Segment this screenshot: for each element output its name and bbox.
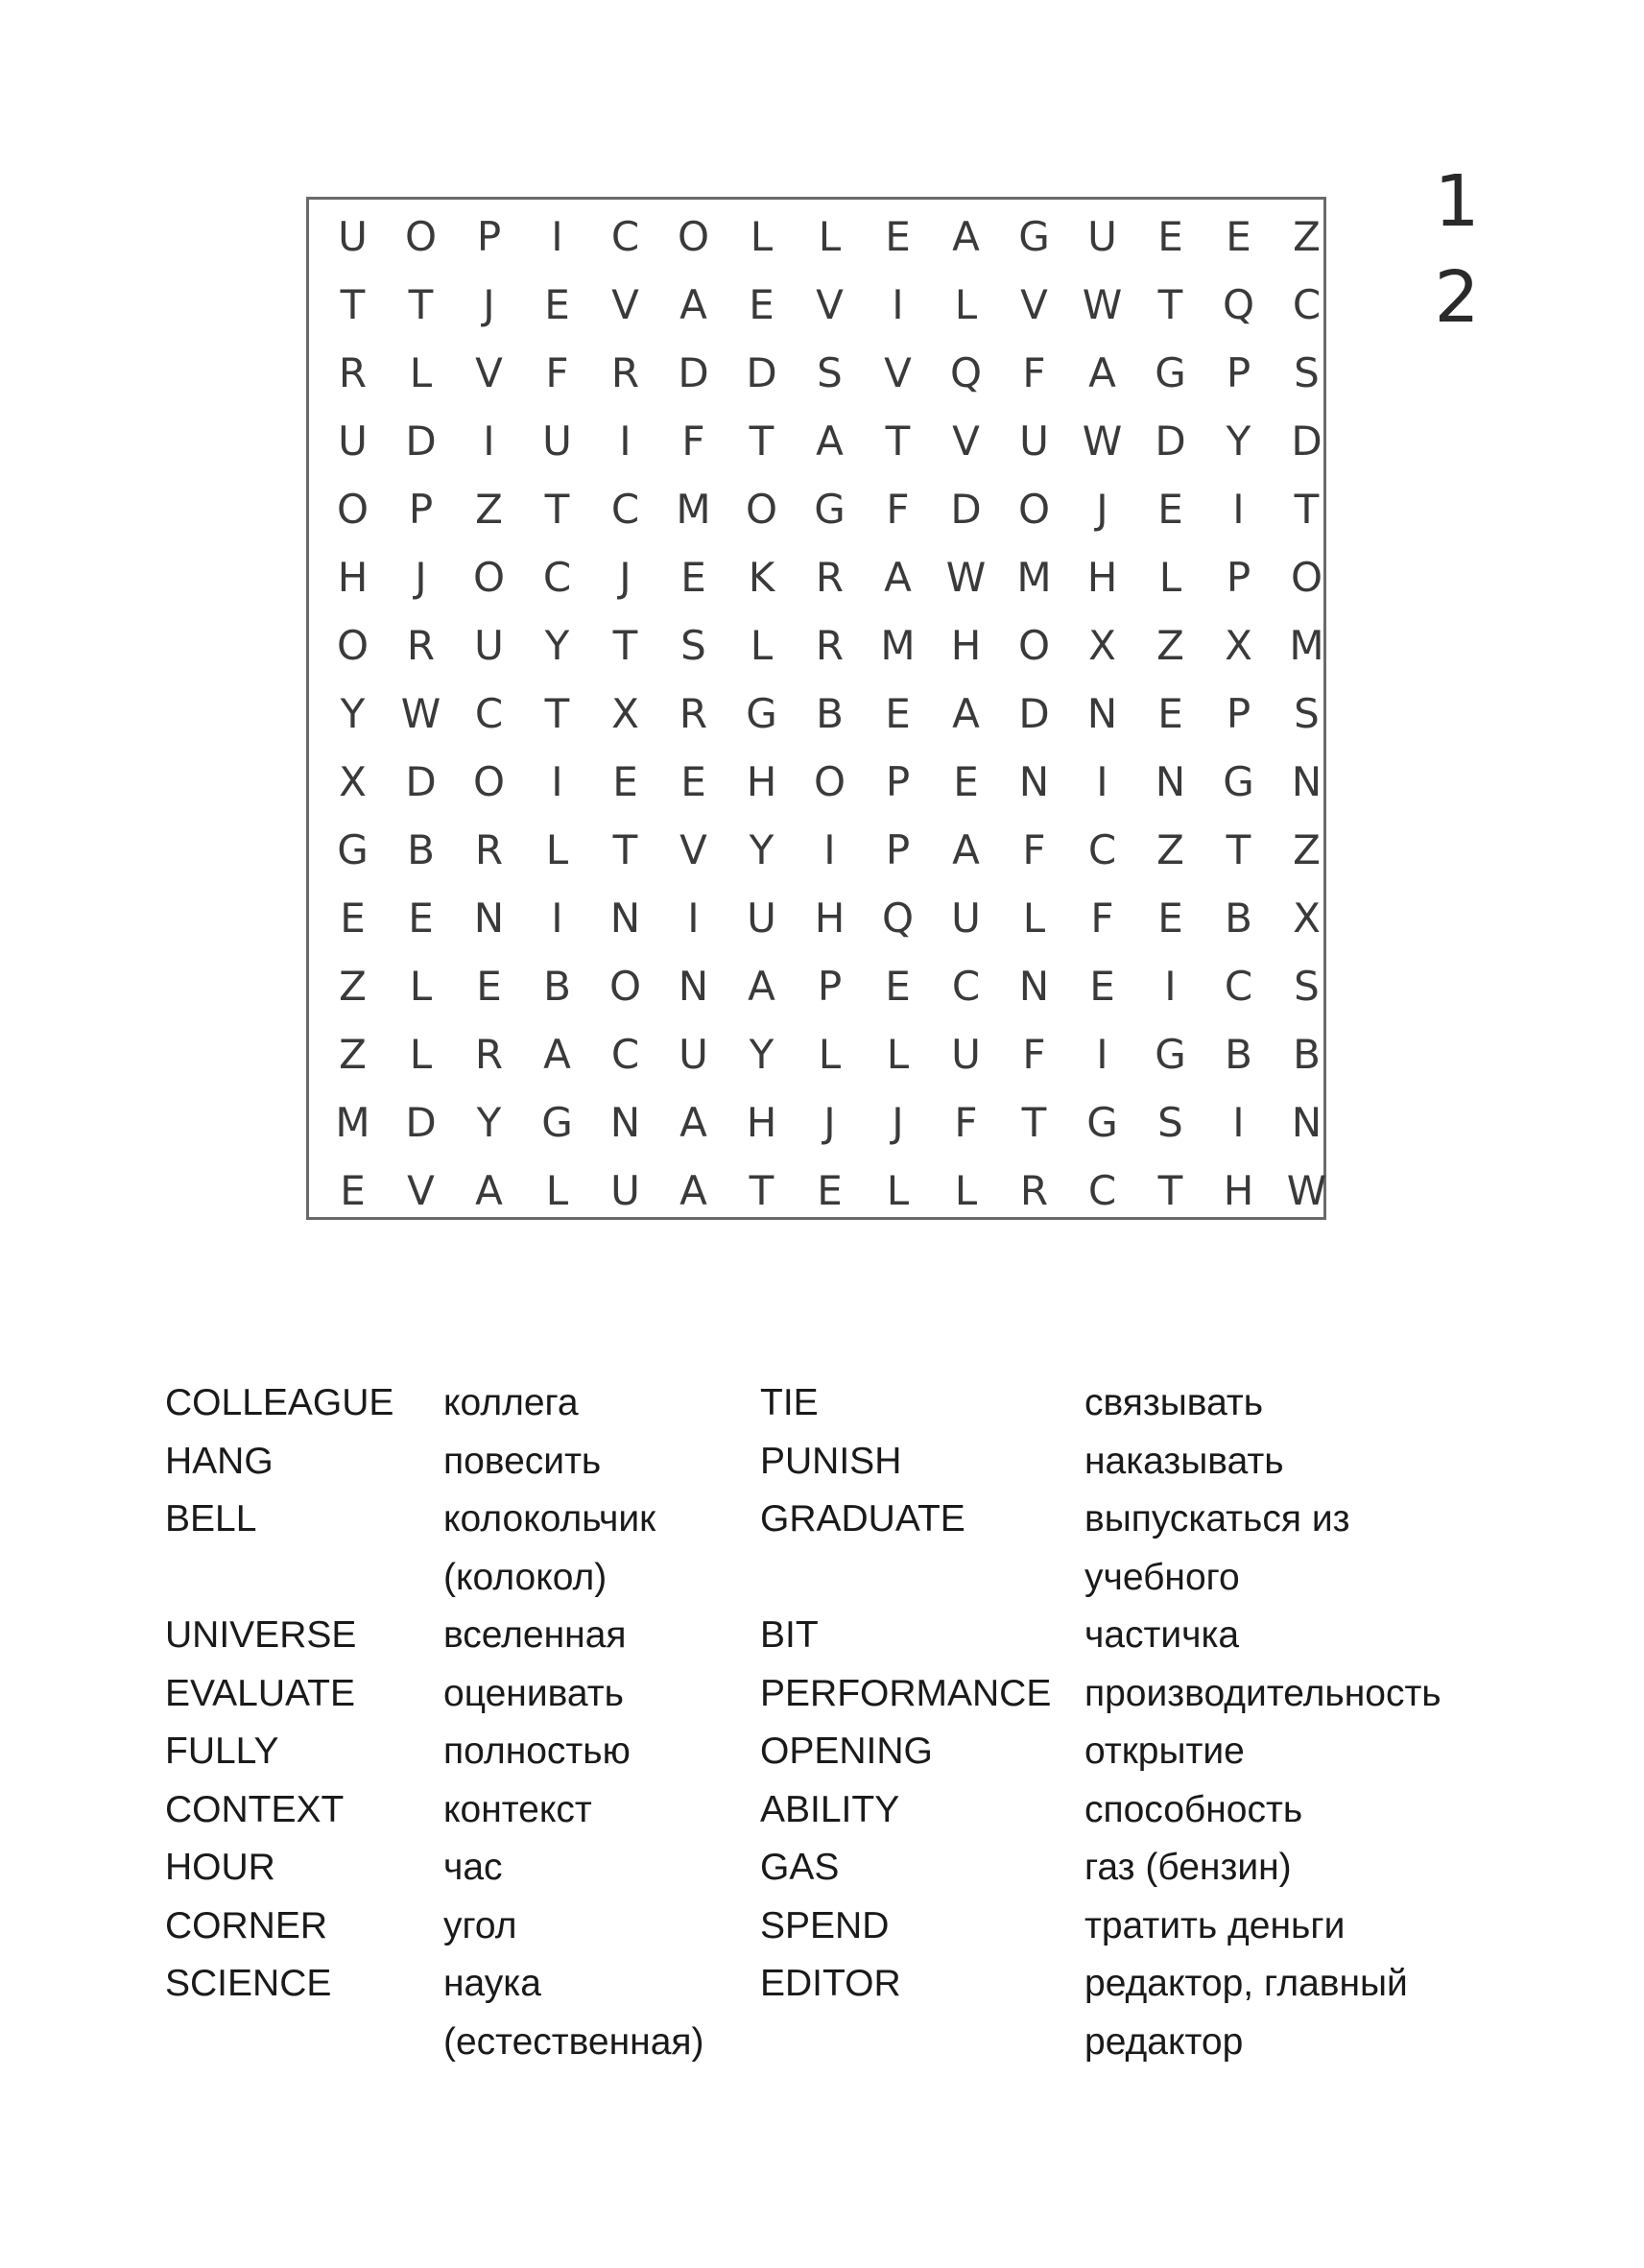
grid-cell: F (545, 349, 569, 396)
grid-cell: B (407, 826, 435, 873)
grid-cell: R (406, 622, 436, 669)
page-number-line-1: 1 (1434, 160, 1480, 243)
word-translation: оценивать (443, 1672, 624, 1714)
word-translation: колокольчик (443, 1498, 656, 1540)
word-english: PUNISH (760, 1440, 902, 1482)
grid-cell: L (545, 826, 569, 873)
grid-cell: G (1018, 213, 1050, 260)
grid-cell: L (1158, 554, 1182, 601)
word-english: GRADUATE (760, 1498, 965, 1540)
grid-cell: N (609, 895, 641, 942)
grid-cell: G (814, 486, 846, 533)
word-translation: выпускаться из (1084, 1498, 1350, 1540)
grid-cell: U (679, 1031, 708, 1078)
grid-cell: T (544, 486, 570, 533)
grid-cell: N (1155, 758, 1186, 805)
word-translation: вселенная (443, 1614, 627, 1656)
word-translation: наука (443, 1963, 541, 2004)
grid-cell: J (619, 554, 631, 601)
word-english: BIT (760, 1614, 819, 1656)
word-english (760, 2014, 1051, 2072)
grid-cell: E (544, 281, 570, 328)
grid-cell: E (1157, 213, 1183, 260)
grid-cell: C (1087, 826, 1117, 873)
grid-cell: R (1019, 1167, 1049, 1214)
grid-cell: R (474, 1031, 504, 1078)
grid-cell: O (1290, 554, 1323, 601)
grid-cell: L (409, 349, 433, 396)
grid-cell: Q (1222, 281, 1255, 328)
grid-cell: C (1224, 963, 1253, 1010)
grid-cell: I (1096, 758, 1108, 805)
grid-cell: E (953, 758, 979, 805)
grid-cell: L (818, 213, 842, 260)
grid-cell: I (1232, 486, 1245, 533)
grid-cell: U (1087, 213, 1117, 260)
grid-cell: Z (1293, 826, 1321, 873)
grid-cell: M (880, 622, 916, 669)
grid-cell: D (1155, 418, 1186, 465)
grid-cell: E (612, 758, 638, 805)
word-english: OPENING (760, 1731, 933, 1772)
grid-cell: C (1087, 1167, 1117, 1214)
grid-cell: F (886, 486, 910, 533)
grid-cell: F (681, 418, 705, 465)
grid-cell: E (340, 1167, 366, 1214)
grid-cell: X (339, 758, 367, 805)
grid-cell: H (950, 622, 982, 669)
word-translation: полностью (443, 1731, 631, 1772)
grid-cell: N (1086, 690, 1118, 737)
grid-cell: N (1018, 758, 1050, 805)
grid-cell: U (542, 418, 572, 465)
grid-cell: C (610, 1031, 640, 1078)
grid-cell: E (885, 690, 911, 737)
word-translation: угол (443, 1904, 517, 1946)
grid-cell: A (884, 554, 912, 601)
grid-cell: D (746, 349, 777, 396)
grid-cell: L (1022, 895, 1046, 942)
grid-cell: A (748, 963, 775, 1010)
word-english: GAS (760, 1847, 840, 1888)
grid-cell: T (612, 622, 638, 669)
grid-cell: F (1022, 1031, 1046, 1078)
grid-cell: A (475, 1167, 503, 1214)
grid-cell: B (1225, 1031, 1252, 1078)
grid-cell: E (680, 758, 706, 805)
grid-cell: O (677, 213, 710, 260)
grid-cell: X (1225, 622, 1252, 669)
grid-cell: V (407, 1167, 435, 1214)
grid-cell: H (337, 554, 369, 601)
grid-cell: V (884, 349, 912, 396)
grid-cell: N (473, 895, 505, 942)
grid-cell: R (815, 554, 845, 601)
grid-cell: T (1157, 1167, 1183, 1214)
grid-cell: W (945, 554, 987, 601)
grid-cell: S (1294, 690, 1320, 737)
grid-cell: B (816, 690, 844, 737)
grid-cell: S (1294, 963, 1320, 1010)
grid-cell: N (1291, 758, 1322, 805)
grid-cell: O (608, 963, 642, 1010)
word-english: SCIENCE (165, 1963, 332, 2004)
grid-cell: J (823, 1099, 836, 1146)
grid-cell: B (543, 963, 571, 1010)
word-english: COLLEAGUE (165, 1382, 394, 1423)
word-translation: (колокол) (443, 1556, 608, 1598)
grid-cell: L (750, 213, 774, 260)
grid-cell: W (1082, 281, 1123, 328)
grid-cell: P (1226, 690, 1251, 737)
grid-cell: I (551, 895, 563, 942)
grid-cell: J (415, 554, 427, 601)
grid-cell: M (1016, 554, 1052, 601)
grid-cell: R (338, 349, 368, 396)
grid-cell: Z (475, 486, 503, 533)
grid-cell: L (886, 1031, 910, 1078)
word-english: BELL (165, 1498, 257, 1540)
grid-cell: S (817, 349, 843, 396)
grid-cell: D (950, 486, 982, 533)
word-list-col2-russian (1084, 1374, 1441, 2071)
grid-cell: D (405, 418, 437, 465)
grid-cell: R (679, 690, 708, 737)
word-translation: открытие (1084, 1731, 1245, 1772)
grid-cell: O (745, 486, 778, 533)
grid-cell: P (408, 486, 434, 533)
word-list-col2-english (760, 1374, 1051, 2071)
grid-cell: U (951, 895, 981, 942)
grid-cell: N (1291, 1099, 1322, 1146)
grid-cell: T (1157, 281, 1183, 328)
grid-cell: E (340, 895, 366, 942)
word-english: TIE (760, 1382, 819, 1423)
word-translation: способность (1084, 1788, 1303, 1830)
grid-cell: V (952, 418, 980, 465)
grid-cell: Z (1156, 826, 1184, 873)
word-english (760, 1549, 1051, 1608)
grid-cell: Z (1156, 622, 1184, 669)
grid-cell: F (1022, 349, 1046, 396)
grid-cell: C (1292, 281, 1322, 328)
grid-cell: O (813, 758, 846, 805)
grid-cell: H (746, 758, 777, 805)
grid-cell: F (1022, 826, 1046, 873)
word-translation: газ (бензин) (1084, 1847, 1292, 1888)
word-translation: тратить деньги (1084, 1904, 1346, 1946)
grid-cell: E (885, 213, 911, 260)
word-english: ABILITY (760, 1788, 900, 1830)
grid-cell: L (409, 963, 433, 1010)
grid-cell: E (1226, 213, 1251, 260)
grid-cell: X (1088, 622, 1116, 669)
grid-cell: H (1086, 554, 1118, 601)
word-translation: связывать (1084, 1382, 1264, 1423)
grid-cell: T (1021, 1099, 1047, 1146)
grid-cell: Z (1293, 213, 1321, 260)
grid-cell: E (1089, 963, 1115, 1010)
grid-cell: U (338, 418, 368, 465)
grid-cell: B (1225, 895, 1252, 942)
grid-cell: A (679, 281, 707, 328)
word-list-col1-russian (443, 1374, 704, 2071)
grid-cell: A (952, 213, 980, 260)
grid-cell: I (687, 895, 700, 942)
grid-cell: A (816, 418, 844, 465)
grid-cell: I (1096, 1031, 1108, 1078)
grid-cell: R (610, 349, 640, 396)
word-translation: (естественная) (443, 2020, 704, 2063)
grid-cell: I (551, 213, 563, 260)
grid-cell: C (610, 486, 640, 533)
grid-cell: M (335, 1099, 370, 1146)
word-translation: коллега (443, 1382, 579, 1423)
grid-cell: G (1155, 349, 1186, 396)
grid-cell: P (817, 963, 843, 1010)
grid-cell: A (679, 1167, 707, 1214)
grid-cell: F (1090, 895, 1114, 942)
grid-cell: O (472, 554, 506, 601)
grid-cell: O (1017, 486, 1051, 533)
grid-cell: D (678, 349, 709, 396)
grid-cell: E (408, 895, 434, 942)
grid-cell: T (340, 281, 366, 328)
grid-cell: C (542, 554, 572, 601)
word-translation: производительность (1084, 1672, 1441, 1714)
grid-cell: P (1226, 349, 1251, 396)
grid-cell: Y (476, 1099, 502, 1146)
grid-cell: R (474, 826, 504, 873)
grid-cell: D (1018, 690, 1050, 737)
word-translation: редактор (1084, 2020, 1244, 2063)
grid-cell: E (1157, 486, 1183, 533)
grid-cell: R (815, 622, 845, 669)
grid-cell: W (400, 690, 441, 737)
grid-cell: X (611, 690, 639, 737)
grid-cell: I (619, 418, 631, 465)
grid-cell: P (476, 213, 502, 260)
grid-cell: G (1223, 758, 1254, 805)
grid-cell: Q (881, 895, 915, 942)
grid-cell: N (609, 1099, 641, 1146)
grid-cell: Y (544, 622, 570, 669)
grid-cell: Q (949, 349, 983, 396)
grid-cell: V (475, 349, 503, 396)
grid-cell: E (476, 963, 502, 1010)
grid-cell: B (1293, 1031, 1321, 1078)
grid-cell: J (483, 281, 495, 328)
grid-cell: G (541, 1099, 573, 1146)
grid-cell: P (1226, 554, 1251, 601)
word-english (165, 1549, 393, 1608)
grid-cell: I (892, 281, 904, 328)
grid-cell: G (1155, 1031, 1186, 1078)
grid-cell: Y (749, 826, 774, 873)
word-list-col1-english (165, 1374, 393, 2071)
grid-cell: J (892, 1099, 904, 1146)
word-search-grid (306, 197, 1326, 1220)
grid-cell: T (885, 418, 911, 465)
grid-cell: Y (1226, 418, 1251, 465)
grid-cell: U (1019, 418, 1049, 465)
grid-cell: L (954, 281, 978, 328)
grid-cell: T (749, 418, 774, 465)
grid-cell: I (551, 758, 563, 805)
grid-cell: V (611, 281, 639, 328)
grid-cell: E (817, 1167, 843, 1214)
grid-cell: V (679, 826, 707, 873)
grid-cell: E (885, 963, 911, 1010)
grid-cell: G (746, 690, 777, 737)
grid-cell: O (404, 213, 438, 260)
grid-cell: N (678, 963, 709, 1010)
word-translation: контекст (443, 1788, 592, 1830)
grid-cell: Z (339, 1031, 367, 1078)
grid-cell: A (543, 1031, 571, 1078)
grid-cell: S (1294, 349, 1320, 396)
grid-cell: O (472, 758, 506, 805)
grid-cell: W (1082, 418, 1123, 465)
grid-cell: M (676, 486, 711, 533)
grid-cell: T (544, 690, 570, 737)
word-translation: редактор, главный (1084, 1963, 1408, 2004)
grid-cell: E (1157, 690, 1183, 737)
grid-cell: C (610, 213, 640, 260)
grid-cell: T (1226, 826, 1251, 873)
grid-cell: L (750, 622, 774, 669)
word-english: SPEND (760, 1904, 890, 1946)
grid-cell: K (748, 554, 775, 601)
grid-cell: I (483, 418, 495, 465)
grid-cell: U (747, 895, 776, 942)
grid-cell: Z (339, 963, 367, 1010)
word-english: EVALUATE (165, 1672, 355, 1714)
grid-cell: L (545, 1167, 569, 1214)
grid-cell: H (1223, 1167, 1254, 1214)
grid-cell: T (1294, 486, 1320, 533)
grid-cell: L (409, 1031, 433, 1078)
grid-cell: Y (749, 1031, 774, 1078)
grid-cell: O (1017, 622, 1051, 669)
grid-cell: C (951, 963, 981, 1010)
grid-cell: G (1086, 1099, 1118, 1146)
grid-cell: T (749, 1167, 774, 1214)
grid-cell: V (1020, 281, 1048, 328)
grid-cell: A (952, 690, 980, 737)
page-number-line-2: 2 (1434, 256, 1480, 339)
grid-cell: I (1232, 1099, 1245, 1146)
word-english: CORNER (165, 1904, 328, 1946)
page-number (1423, 154, 1490, 346)
grid-cell: H (814, 895, 846, 942)
grid-cell: U (610, 1167, 640, 1214)
word-translation: час (443, 1847, 503, 1888)
grid-cell: N (1018, 963, 1050, 1010)
grid-cell: H (746, 1099, 777, 1146)
grid-cell: T (408, 281, 434, 328)
grid-cell: F (954, 1099, 978, 1146)
word-translation: повесить (443, 1440, 602, 1482)
grid-cell: L (954, 1167, 978, 1214)
grid-cell: A (1088, 349, 1116, 396)
word-english: FULLY (165, 1731, 279, 1772)
grid-cell: U (338, 213, 368, 260)
grid-cell: S (1157, 1099, 1183, 1146)
grid-cell: I (823, 826, 836, 873)
word-english: HOUR (165, 1847, 275, 1888)
grid-cell: T (612, 826, 638, 873)
grid-cell: A (679, 1099, 707, 1146)
grid-cell: S (680, 622, 706, 669)
grid-cell: G (337, 826, 369, 873)
grid-cell: L (886, 1167, 910, 1214)
word-english: PERFORMANCE (760, 1672, 1052, 1714)
word-english: CONTEXT (165, 1788, 345, 1830)
word-translation: учебного (1084, 1556, 1240, 1598)
grid-cell: E (749, 281, 774, 328)
grid-cell: U (951, 1031, 981, 1078)
grid-cell: D (405, 758, 437, 805)
grid-cell: P (885, 758, 911, 805)
grid-cell: I (1164, 963, 1177, 1010)
word-english: UNIVERSE (165, 1614, 357, 1656)
grid-cell: D (405, 1099, 437, 1146)
grid-cell: Y (340, 690, 366, 737)
word-translation: частичка (1084, 1614, 1240, 1656)
grid-cell: E (680, 554, 706, 601)
grid-cell: E (1157, 895, 1183, 942)
grid-cell: L (818, 1031, 842, 1078)
grid-cell: O (336, 622, 369, 669)
grid-cell: A (952, 826, 980, 873)
grid-cell: V (816, 281, 844, 328)
grid-cell: J (1096, 486, 1108, 533)
grid-cell: O (336, 486, 369, 533)
grid-cell: P (885, 826, 911, 873)
word-english (165, 2014, 393, 2072)
grid-cell: D (1291, 418, 1322, 465)
grid-cell: M (1289, 622, 1324, 669)
word-english: EDITOR (760, 1963, 901, 2004)
word-translation: наказывать (1084, 1440, 1284, 1482)
grid-cell: C (474, 690, 504, 737)
grid-cell: U (474, 622, 504, 669)
grid-cell: X (1293, 895, 1321, 942)
word-english: HANG (165, 1440, 274, 1482)
grid-cell: W (1286, 1167, 1327, 1214)
